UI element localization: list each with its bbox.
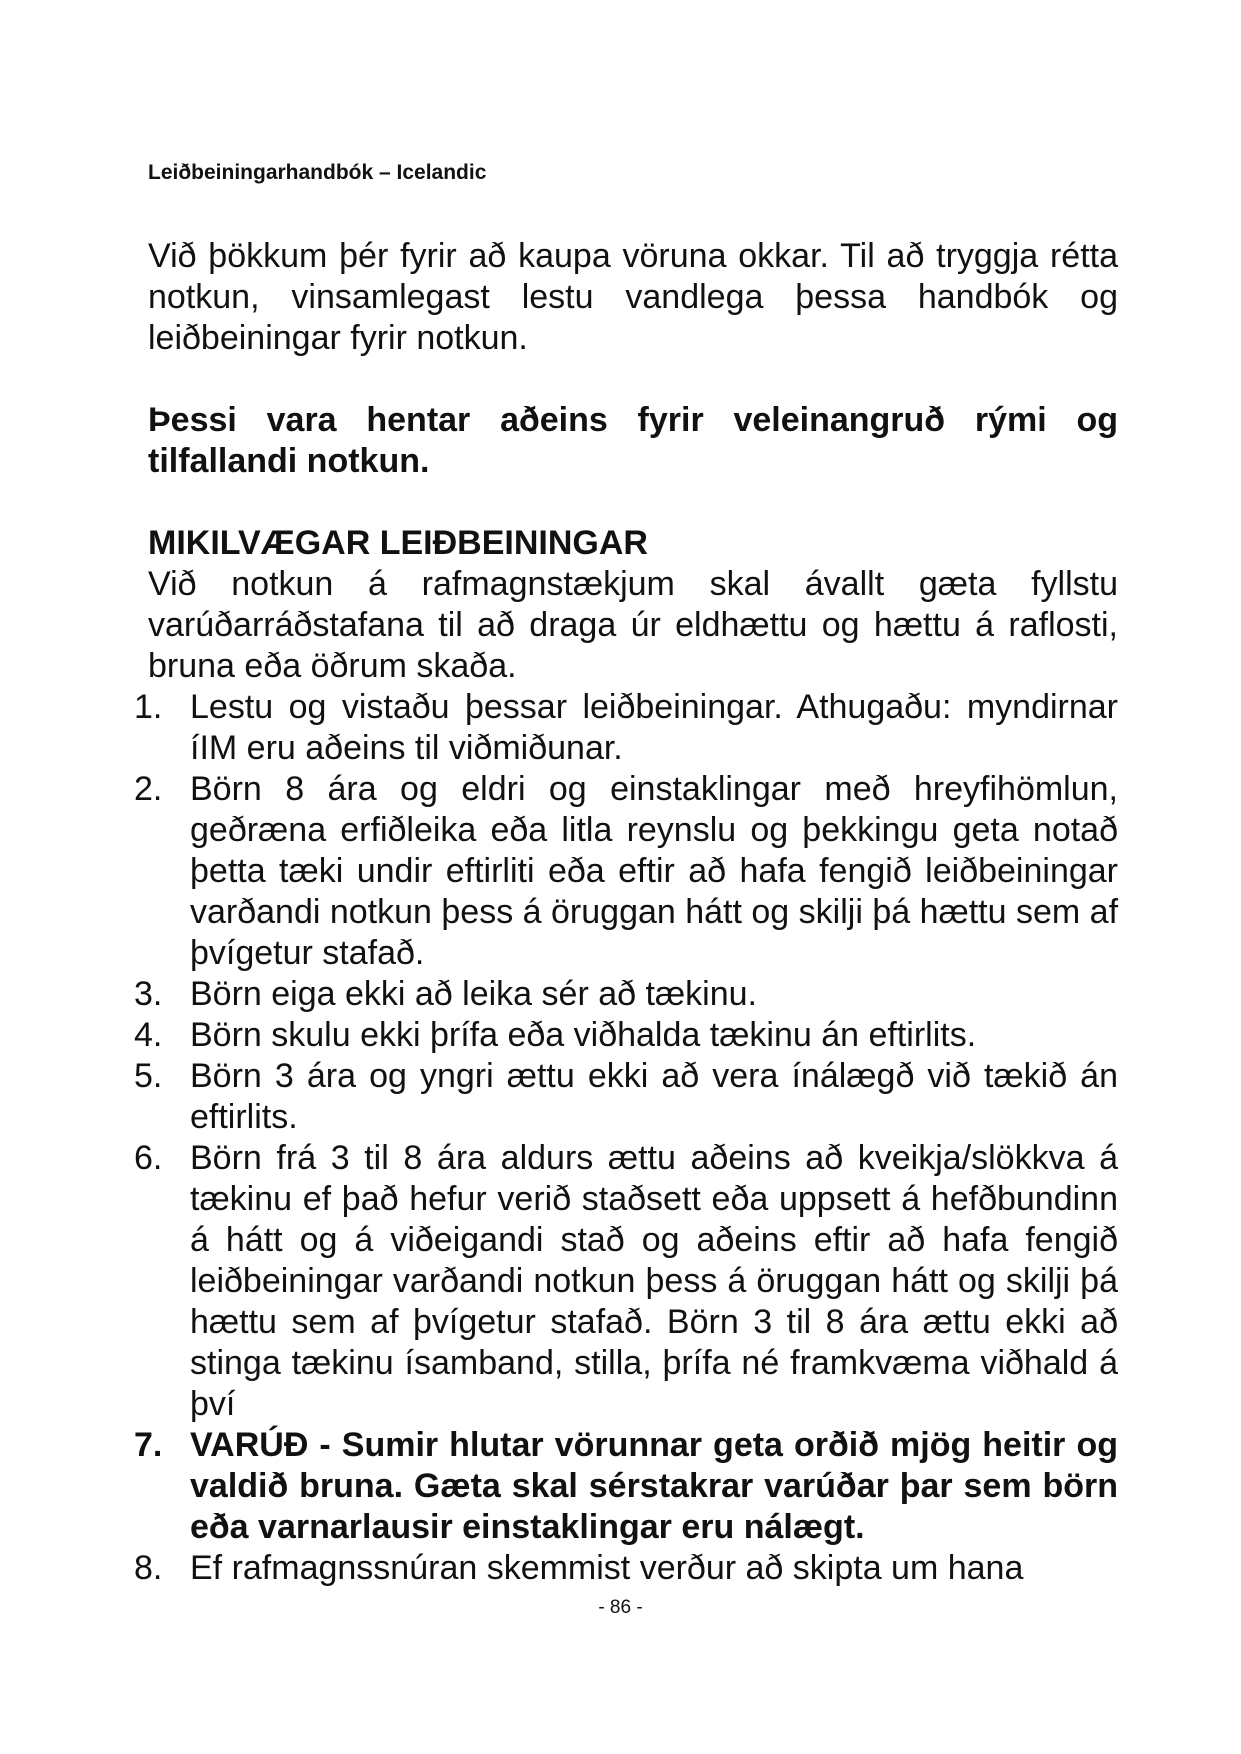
item-text: Börn 8 ára og eldri og einstaklingar með hreyfihömlun, geðræna erfiðleika eða litla reynslu og þekkingu geta notað þetta tæki undir eftirliti eða eftir að hafa fengið leiðbeiningar varðandi notkun þess á öruggan hátt og skilji þá hættu sem af þvígetur stafað. [190,770,1119,972]
intro-paragraph: Við þökkum þér fyrir að kaupa vöruna okkar. Til að tryggja rétta notkun, vinsamlegast lestu vandlega þessa handbók og leiðbeiningar fyrir notkun. [148,237,1118,357]
item-text: Ef rafmagnssnúran skemmist verður að skipta um hana [190,1549,1024,1587]
document-header: Leiðbeiningarhandbók – Icelandic [148,161,487,184]
item-number: 6. [134,1139,163,1177]
instruction-list [134,687,1119,1589]
list-item [134,1015,1118,1056]
list-item [134,1056,1118,1138]
item-number: 7. [134,1426,163,1464]
item-text: Börn skulu ekki þrífa eða viðhalda tækinu án eftirlits. [190,1016,977,1054]
item-number: 4. [134,1016,163,1054]
item-number: 8. [134,1549,163,1587]
item-number: 2. [134,770,163,808]
list-item [134,974,1118,1015]
item-number: 3. [134,975,163,1013]
section-intro: Við notkun á rafmagnstækjum skal ávallt gæta fyllstu varúðarráðstafana til að draga úr eldhættu og hættu á raflosti, bruna eða öðrum skaða. [148,565,1118,685]
list-item [134,769,1119,974]
list-item [134,1548,1118,1589]
item-text: VARÚÐ - Sumir hlutar vörunnar geta orðið mjög heitir og valdið bruna. Gæta skal sérstakrar varúðar þar sem börn eða varnarlausir einstaklingar eru nálægt. [190,1426,1118,1546]
list-item [134,1138,1118,1425]
item-text: Börn 3 ára og yngri ættu ekki að vera ínálægð við tækið án eftirlits. [190,1057,1118,1136]
warning-list-item [134,1425,1118,1548]
item-text: Lestu og vistaðu þessar leiðbeiningar. Athugaðu: myndirnar íIM eru aðeins til viðmiðunar. [190,688,1118,767]
suitability-notice: Þessi vara hentar aðeins fyrir veleinangruð rými og tilfallandi notkun. [148,401,1118,480]
item-text: Börn eiga ekki að leika sér að tækinu. [190,975,757,1013]
section-heading: MIKILVÆGAR LEIÐBEININGAR [148,524,648,562]
item-number: 5. [134,1057,163,1095]
item-text: Börn frá 3 til 8 ára aldurs ættu aðeins að kveikja/slökkva á tækinu ef það hefur verið staðsett eða uppsett á hefðbundinn á hátt og á viðeigandi stað og aðeins eftir að hafa fengið leiðbeiningar varðandi notkun þess á öruggan hátt og skilji þá hættu sem af þvígetur stafað. Börn 3 til 8 ára ættu ekki að stinga tækinu ísamband, stilla, þrífa né framkvæma viðhald á því [190,1139,1118,1423]
item-number: 1. [134,688,163,726]
list-item [134,687,1118,769]
page-number: - 86 - [598,1597,643,1618]
document-body [134,236,1119,1589]
